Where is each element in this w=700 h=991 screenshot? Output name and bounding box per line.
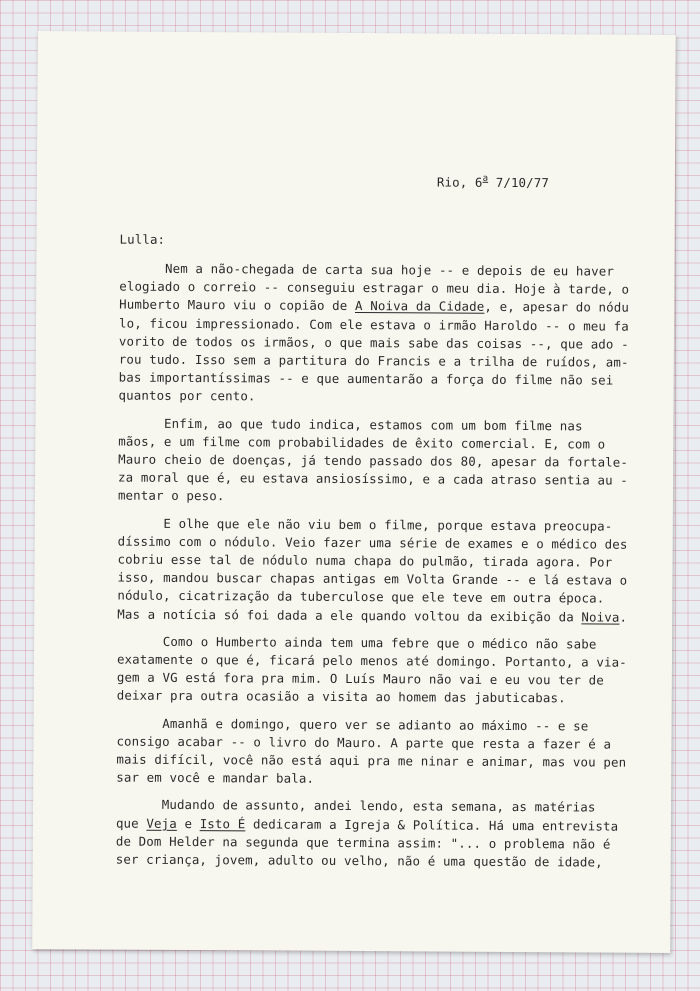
text-line: de Dom Helder na segunda que termina assim: "... o problema não é [115, 833, 611, 852]
text-line: elogiado o correio -- conseguiu estragar o meu dia. Hoje à tarde, o [119, 278, 630, 297]
date-superscript: a [482, 173, 489, 184]
text-line: vorito de todos os irmãos, o que mais sabe das coisas --, que ado - [118, 333, 629, 352]
text-line: mais difícil, você não está aqui pra me ninar e animar, mas vou pen [116, 751, 627, 770]
text-line: E olhe que ele não viu bem o filme, porque estava preocupa- [117, 515, 613, 534]
letter-date: Rio, 6$^a$ 7/10/77 [436, 173, 550, 191]
salutation: Lulla: [119, 231, 166, 247]
text-line: Mas a notícia só foi dada a ele quando voltou da exibição da Noiva. [117, 606, 628, 625]
typed-letter [116, 172, 688, 875]
text-line: Humberto Mauro viu o copião de A Noiva da Cidade, e, apesar do nódu [119, 296, 630, 316]
text-line: quantos por cento. [118, 387, 256, 404]
underlined-title: A Noiva da Cidade [354, 298, 485, 315]
underlined-title: Noiva [581, 608, 620, 625]
text-line: deixar pra outra ocasião a visita ao homem das jabuticabas. [116, 687, 566, 706]
text-line: sar em você e mandar bala. [116, 769, 315, 786]
text-line: exatamente o que é, ficará pelo menos até domingo. Portanto, a via- [116, 651, 627, 670]
underlined-title: Veja [146, 815, 177, 831]
underlined-title: Isto É [199, 815, 246, 831]
text-line: díssimo com o nódulo. Veio fazer uma série de exames e o médico des [117, 533, 628, 552]
text-line: gem a VG está fora pra mim. O Luís Mauro não vai e eu vou ter de [116, 669, 604, 688]
text-line: ser criança, jovem, adulto ou velho, não é uma questão de idade, [115, 851, 603, 870]
text-line: bas importantíssimas -- e que aumentarão a força do filme não sei [118, 369, 614, 388]
text-line: que Veja e Isto É dedicaram a Igreja & Política. Há uma entrevista [115, 815, 619, 834]
text-line: consigo acabar -- o livro do Mauro. A parte que resta a fazer é a [116, 733, 612, 752]
text-line: Nem a não-chegada de carta sua hoje -- e depois de eu haver [119, 260, 615, 279]
text-line: Como o Humberto ainda tem uma febre que o médico não sabe [117, 633, 597, 652]
text-line: Enfim, ao que tudo indica, estamos com um bom filme nas [118, 415, 583, 433]
text-line: mentar o peso. [117, 487, 225, 504]
text-line: za moral que é, eu estava ansiosíssimo, e a cada atraso sentia au - [118, 469, 628, 488]
text-line: lo, ficou impressionado. Com ele estava o irmão Haroldo -- o meu fa [118, 315, 629, 334]
text-line: isso, mandou buscar chapas antigas em Volta Grande -- e lá estava o [117, 569, 628, 588]
text-line: cobriu esse tal de nódulo numa chapa do pulmão, tirada agora. Por [117, 551, 613, 570]
text-line: Mudando de assunto, andei lendo, esta semana, as matérias [116, 796, 596, 815]
text-line: nódulo, cicatrização da tuberculose que ele teve em outra época. [117, 587, 605, 606]
paper-sheet [32, 31, 676, 953]
text-line: Amanhã e domingo, quero ver se adianto ao máximo -- e se [116, 715, 589, 734]
text-line: Mauro cheio de doenças, já tendo passado dos 80, apesar da fortale- [118, 451, 629, 470]
text-line: mãos, e um filme com probabilidades de êxito comercial. E, com o [118, 433, 606, 452]
text-line: rou tudo. Isso sem a partitura do Francis e a trilha de ruídos, am- [118, 351, 629, 370]
